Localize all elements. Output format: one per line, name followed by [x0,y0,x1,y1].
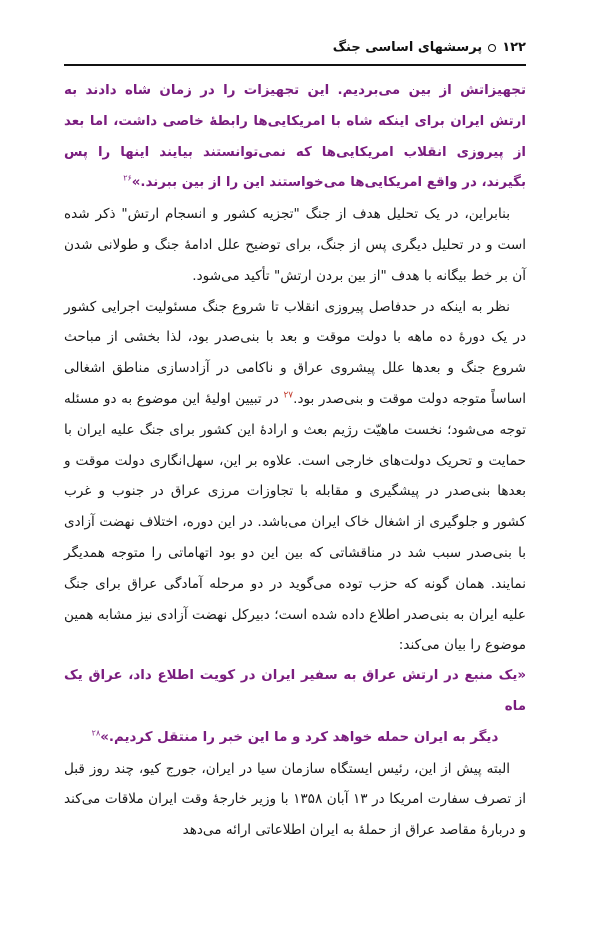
chapter-title: پرسشهای اساسی جنگ [332,40,483,55]
quote-block-1 [64,76,526,199]
page-number: ۱۲۲ [502,40,526,55]
page-body [64,76,526,846]
running-header [64,40,526,55]
paragraph-2-part-1: نظر به اینکه در حدفاصل پیروزی انقلاب تا شروع جنگ مسئولیت اجرایی کشور در یک دورهٔ ده ماهه با دولت موقت و بعد با بنی‌صدر بود، لذا بخشی از مباحث شروع جنگ و بعدها علل پیشروی عراق و ناکامی در آزادسازی مناطق اشغالی اساساً متوجه دولت موقت و بنی‌صدر بود. [64,298,526,407]
circle-bullet-icon [488,44,496,52]
quote-2-line-2-text: دیگر به ایران حمله خواهد کرد و ما این خبر را منتقل کردیم.» [100,729,499,745]
header-rule [64,64,526,66]
paragraph-2 [64,292,526,662]
quote-block-2-line-1: «یک منبع در ارتش عراق به سفیر ایران در کویت اطلاع داد، عراق یک ماه [64,668,526,714]
quote-block-2-line-2 [64,723,526,754]
paragraph-3: البته پیش از این، رئیس ایستگاه سازمان سیا در ایران، جورج کیو، چند روز قبل از تصرف سفارت امریکا در ۱۳ آبان ۱۳۵۸ با وزیر خارجهٔ وقت ایران ملاقات می‌کند و دربارهٔ مقاصد عراق از حملهٔ به ایران اطلاعاتی ارائه می‌دهد [64,760,526,839]
footnote-ref-27[interactable]: ۲۷ [283,390,294,401]
footnote-ref-26[interactable]: ۲۶ [123,173,132,183]
paragraph-1: بنابراین، در یک تحلیل هدف از جنگ "تجزیه کشور و انسجام ارتش" ذکر شده است و در تحلیل دیگری پس از جنگ، برای توضیح علل ادامهٔ جنگ و طولانی شدن آن بر خط بیگانه با هدف "از بین بردن ارتش" تأکید می‌شود. [64,206,526,284]
paragraph-2-part-2: در تبیین اولیهٔ این موضوع به دو مسئله توجه می‌شود؛ نخست ماهیّت رژیم بعث و ارادهٔ این کشور برای جنگ علیه ایران با حمایت و تحریک دولت‌های خارجی است. علاوه بر این، سهل‌انگاری دولت موقت و بعدها بنی‌صدر در پیشگیری و مقابله با تجاوزات مرزی عراق در جنوب و غرب کشور و جلوگیری از اشغال خاک ایران می‌باشد. در این دوره، اختلاف نهضت آزادی با بنی‌صدر سبب شد در مناقشاتی که بین این دو بود اتهاماتی را متوجه همدیگر نمایند. همان گونه که حزب توده می‌گوید در دو مرحله آمادگی عراق برای جنگ علیه ایران به بنی‌صدر اطلاع داده شده است؛ دبیرکل نهضت آزادی نیز مشابه همین موضوع را بیان می‌کند: [64,390,526,654]
quote-1-text: تجهیزاتش از بین می‌بردیم. این تجهیزات را در زمان شاه دادند به ارتش ایران برای اینکه شاه با امریکایی‌ها رابطهٔ خاصی داشت، اما بعد از پیروزی انقلاب امریکایی‌ها که نمی‌توانستند بیایند اینها را پس بگیرند، در واقع امریکایی‌ها می‌خواستند این را از بین ببرند.» [64,83,526,191]
footnote-ref-28[interactable]: ۲۸ [91,728,101,738]
